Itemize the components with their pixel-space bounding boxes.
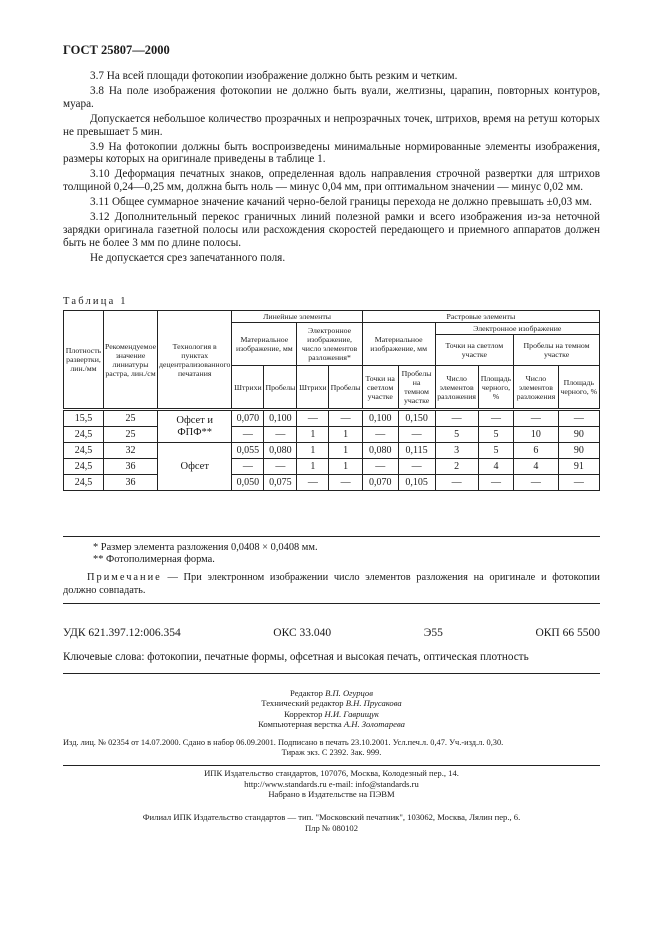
header-strokes: Штрихи	[232, 366, 264, 410]
note-text: — При электронном изображении число элементов разложения на оригинале и фотокопии должно совпадать.	[63, 572, 600, 596]
header-gaps-el: Пробелы	[329, 366, 362, 410]
cell: —	[264, 459, 297, 475]
cell: —	[232, 427, 264, 443]
credit-role: Компьютерная верстка	[258, 719, 342, 730]
notes-divider	[63, 536, 600, 537]
table-row	[64, 475, 600, 491]
printer-block	[63, 812, 600, 833]
imprint-block	[63, 738, 600, 759]
udc-code: УДК 621.397.12:006.354	[63, 627, 181, 639]
body-text	[63, 70, 600, 267]
oks-code: ОКС 33.040	[273, 627, 332, 639]
credit-line	[63, 698, 600, 708]
cell: —	[514, 410, 559, 427]
cell: 24,5	[64, 443, 104, 459]
cell: 0,100	[362, 410, 398, 427]
cell: 3	[435, 443, 478, 459]
table-row	[64, 427, 600, 443]
imprint-line: Изд. лиц. № 02354 от 14.07.2000. Сдано в набор 06.09.2001. Подписано в печать 23.10.2001. Усл.печ.л. 0,47. Уч.-изд.л. 0,30.	[63, 738, 504, 747]
cell: 1	[329, 459, 362, 475]
cell: 1	[329, 443, 362, 459]
header-count-elements: Число элементов разложения	[435, 366, 478, 410]
classification-line	[63, 627, 600, 639]
cell: 90	[558, 427, 599, 443]
cell: —	[478, 410, 513, 427]
credit-line	[63, 719, 600, 729]
cell: 4	[514, 459, 559, 475]
table-caption: Таблица 1	[63, 296, 128, 307]
cell: 90	[558, 443, 599, 459]
cell: 0,080	[264, 443, 297, 459]
table-row	[64, 459, 600, 475]
cell: —	[329, 410, 362, 427]
cell: 0,055	[232, 443, 264, 459]
tech-offset-fpf: Офсет и ФПФ**	[158, 410, 232, 443]
credit-name: В.Н. Прусакова	[345, 698, 402, 709]
cell: 1	[297, 443, 329, 459]
cell: 24,5	[64, 459, 104, 475]
cell: 1	[297, 427, 329, 443]
cell: 0,070	[362, 475, 398, 491]
header-area-black-2: Площадь черного, %	[558, 366, 599, 410]
cell: 5	[478, 427, 513, 443]
cell: 91	[558, 459, 599, 475]
table-note	[63, 572, 600, 596]
header-recommended: Рекомендуемое значение линиатуры растра, лин./см	[104, 311, 158, 410]
cell: —	[398, 427, 435, 443]
document-header: ГОСТ 25807—2000	[63, 43, 170, 57]
printer-line: Плр № 080102	[304, 822, 359, 833]
header-electronic-decomp: Электронное изображение, число элементов разложения*	[297, 323, 362, 366]
footnote: ** Фотополимерная форма.	[93, 554, 215, 566]
header-points-mm: Точки на светлом участке	[362, 366, 398, 410]
cell: 1	[329, 427, 362, 443]
table-bottom-rule	[63, 603, 600, 604]
header-gaps-dark: Пробелы на темном участке	[514, 335, 600, 366]
cell: 0,070	[232, 410, 264, 427]
header-material-image: Материальное изображение, мм	[232, 323, 297, 366]
header-electronic-image: Электронное изображение	[435, 323, 599, 335]
header-strokes-el: Штрихи	[297, 366, 329, 410]
cell: 0,115	[398, 443, 435, 459]
cell: —	[232, 459, 264, 475]
cell: —	[435, 475, 478, 491]
paragraph: 3.7 На всей площади фотокопии изображение должно быть резким и четким.	[90, 70, 458, 82]
okp-code: ОКП 66 5500	[535, 627, 600, 639]
publisher-line: Набрано в Издательстве на ПЭВМ	[268, 789, 395, 800]
cell: —	[297, 410, 329, 427]
cell: 0,100	[264, 410, 297, 427]
cell: 24,5	[64, 475, 104, 491]
cell: —	[478, 475, 513, 491]
credit-name: А.Н. Золотарева	[343, 719, 405, 730]
paragraph: 3.8 На поле изображения фотокопии не должно быть вуали, желтизны, царапин, повторных контуров, муара.	[63, 84, 600, 110]
cell: —	[362, 427, 398, 443]
cell: —	[514, 475, 559, 491]
header-raster-material: Материальное изображение, мм	[362, 323, 435, 366]
credit-name: Н.И. Гаврищук	[324, 708, 379, 719]
credits-block	[63, 688, 600, 730]
cell: 5	[478, 443, 513, 459]
paragraph: 3.10 Деформация печатных знаков, определенная вдоль направления строчной развертки для штрихов толщиной 0,24—0,25 мм, должна быть ноль — минус 0,04 мм, при оптимальном значении — минус 0,02 мм.	[63, 168, 600, 194]
footnote: * Размер элемента разложения 0,0408 × 0,0408 мм.	[93, 542, 318, 553]
table-notes	[63, 542, 600, 597]
imprint-divider	[63, 765, 600, 766]
publisher-line: http://www.standards.ru e-mail: info@standards.ru	[244, 778, 419, 789]
credit-role: Технический редактор	[261, 698, 344, 709]
cell: 1	[297, 459, 329, 475]
keywords-divider	[63, 673, 600, 674]
credit-line	[63, 688, 600, 698]
keywords: Ключевые слова: фотокопии, печатные формы, офсетная и высокая печать, оптическая плотность	[63, 651, 529, 663]
note-label: Примечание	[87, 572, 162, 584]
cell: 4	[478, 459, 513, 475]
paragraph: Не допускается срез запечатанного поля.	[90, 251, 286, 264]
header-line-elements: Линейные элементы	[232, 311, 362, 323]
imprint-line: Тираж экз. С 2392. Зак. 999.	[281, 748, 382, 758]
tech-offset: Офсет	[158, 443, 232, 491]
paragraph: 3.11 Общее суммарное значение качаний черно-белой границы перехода не должно превышать ±0,03 мм.	[90, 196, 592, 209]
cell: 0,075	[264, 475, 297, 491]
publisher-line: ИПК Издательство стандартов, 107076, Москва, Колодезный пер., 14.	[204, 768, 459, 778]
cell: 6	[514, 443, 559, 459]
paragraph: Допускается небольшое количество прозрачных и непрозрачных точек, штрихов, время на ретуш которых не превышает 5 мин.	[63, 112, 600, 138]
cell: 10	[514, 427, 559, 443]
paragraph: 3.9 На фотокопии должны быть воспроизведены минимальные нормированные элементы изображения, размеры которых на оригинале приведены в таблице 1.	[63, 140, 600, 166]
credit-role: Корректор	[284, 708, 323, 719]
specs-table	[63, 310, 600, 491]
header-gaps-mm: Пробелы на темном участке	[398, 366, 435, 410]
cell: —	[558, 410, 599, 427]
cell: —	[398, 459, 435, 475]
e-code: Э55	[423, 627, 443, 639]
header-gaps: Пробелы	[264, 366, 297, 410]
cell: —	[362, 459, 398, 475]
header-area-black: Площадь черного, %	[478, 366, 513, 410]
header-raster-elements: Растровые элементы	[362, 311, 599, 323]
cell: 0,080	[362, 443, 398, 459]
cell: 25	[104, 410, 158, 427]
cell: 24,5	[64, 427, 104, 443]
cell: —	[329, 475, 362, 491]
cell: —	[264, 427, 297, 443]
cell: —	[435, 410, 478, 427]
cell: 0,150	[398, 410, 435, 427]
printer-line: Филиал ИПК Издательство стандартов — тип. "Московский печатник", 103062, Москва, Лялин пер., 6.	[142, 812, 521, 822]
header-density: Плотность развертки, лин./мм	[64, 311, 104, 410]
cell: 0,050	[232, 475, 264, 491]
cell: —	[558, 475, 599, 491]
header-technology: Технология в пунктах децентрализованного печатания	[158, 311, 232, 410]
credit-role: Редактор	[290, 688, 323, 698]
header-count-elements-2: Число элементов разложения	[514, 366, 559, 410]
publisher-block	[63, 768, 600, 800]
cell: 36	[104, 475, 158, 491]
table-row	[64, 410, 600, 427]
credit-line	[63, 709, 600, 719]
cell: 15,5	[64, 410, 104, 427]
cell: 0,105	[398, 475, 435, 491]
cell: —	[297, 475, 329, 491]
header-points-light: Точки на светлом участке	[435, 335, 514, 366]
table-row	[64, 443, 600, 459]
cell: 2	[435, 459, 478, 475]
cell: 5	[435, 427, 478, 443]
credit-name: В.П. Огурцов	[325, 688, 373, 698]
paragraph: 3.12 Дополнительный перекос граничных линий полезной рамки и всего изображения из-за неточной зарядки оригинала газетной полосы или расхождения скоростей передающего и приемного аппаратов должен быть не более 3 мм по длине полосы.	[63, 211, 600, 249]
cell: 36	[104, 459, 158, 475]
cell: 25	[104, 427, 158, 443]
cell: 32	[104, 443, 158, 459]
